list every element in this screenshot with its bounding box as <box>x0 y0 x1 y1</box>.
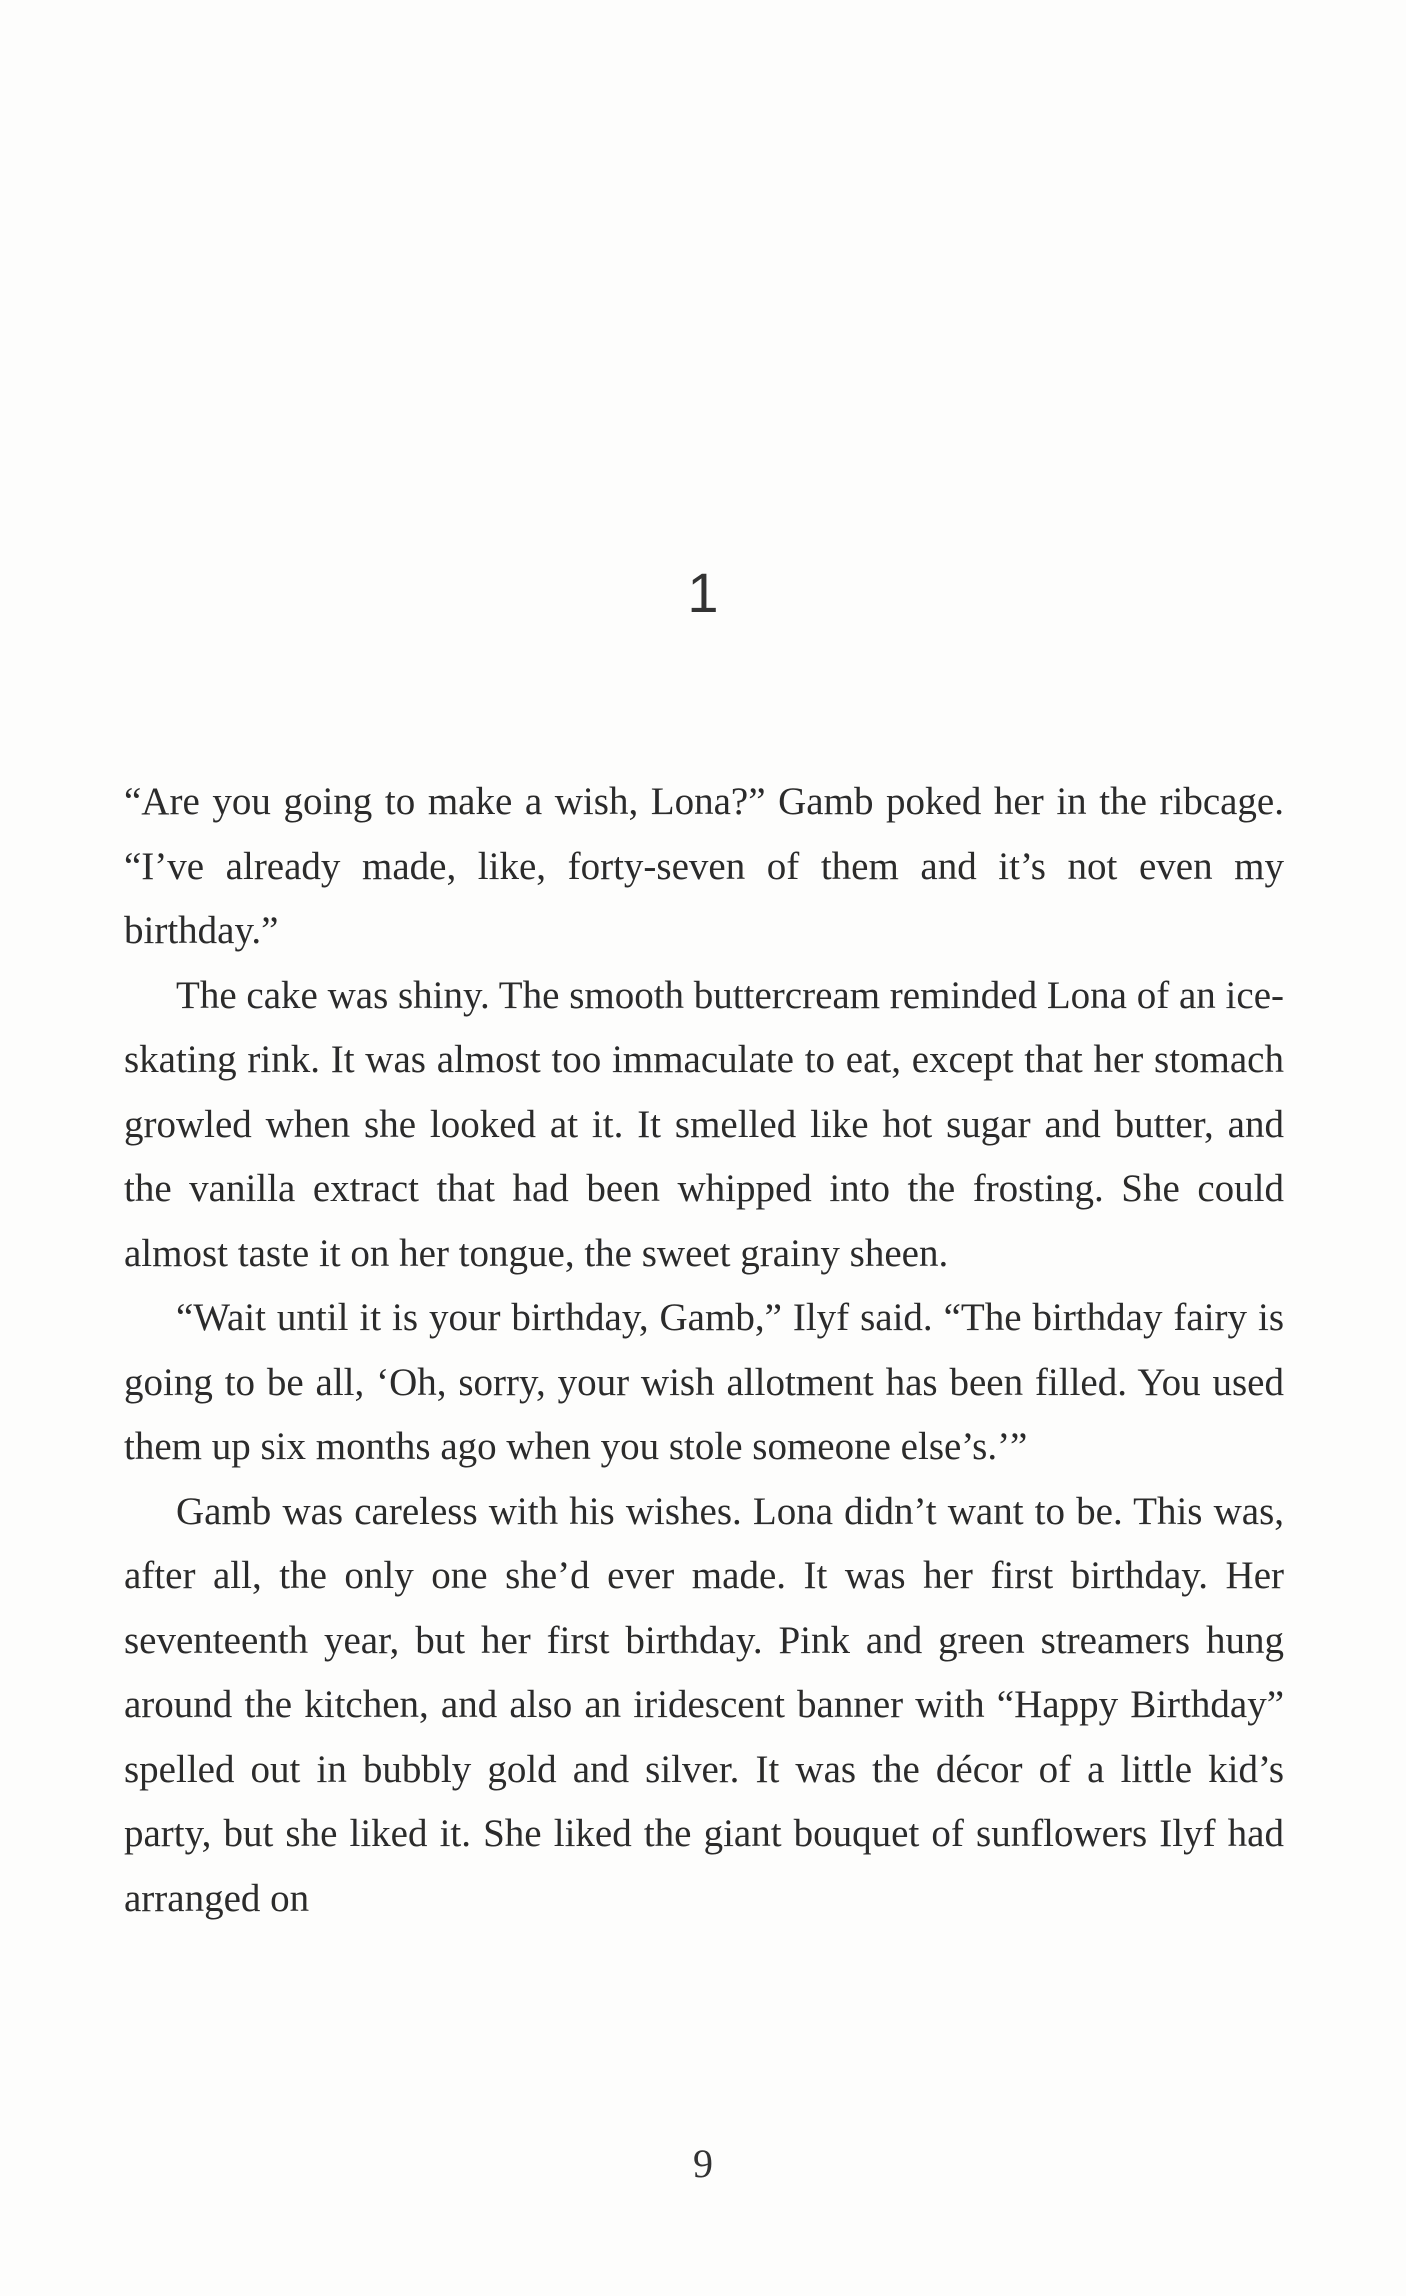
page-number: 9 <box>693 2141 713 2186</box>
chapter-body <box>124 770 1284 1931</box>
chapter-number: 1 <box>687 561 719 624</box>
paragraph: “Are you going to make a wish, Lona?” Gamb poked her in the ribcage. “I’ve already made, like, forty-seven of them and it’s not even my birthday.” <box>124 780 1284 952</box>
paragraph: Gamb was careless with his wishes. Lona didn’t want to be. This was, after all, the only one she’d ever made. It was her first birthday. Her seventeenth year, but her first birthday. Pink and green streamers hung around the kitchen, and also an iridescent banner with “Happy Birthday” spelled out in bubbly gold and silver. It was the décor of a little kid’s party, but she liked it. She liked the giant bouquet of sunflowers Ilyf had arranged on <box>124 1489 1284 1920</box>
paragraph: The cake was shiny. The smooth buttercream reminded Lona of an ice-skating rink. It was almost too immaculate to eat, except that her stomach growled when she looked at it. It smelled like hot sugar and butter, and the vanilla extract that had been whipped into the frosting. She could almost taste it on her tongue, the sweet grainy sheen. <box>124 973 1284 1275</box>
paragraph: “Wait until it is your birthday, Gamb,” Ilyf said. “The birthday fairy is going to be all, ‘Oh, sorry, your wish allotment has been filled. You used them up six months ago when you stole someone else’s.’” <box>124 1296 1284 1468</box>
